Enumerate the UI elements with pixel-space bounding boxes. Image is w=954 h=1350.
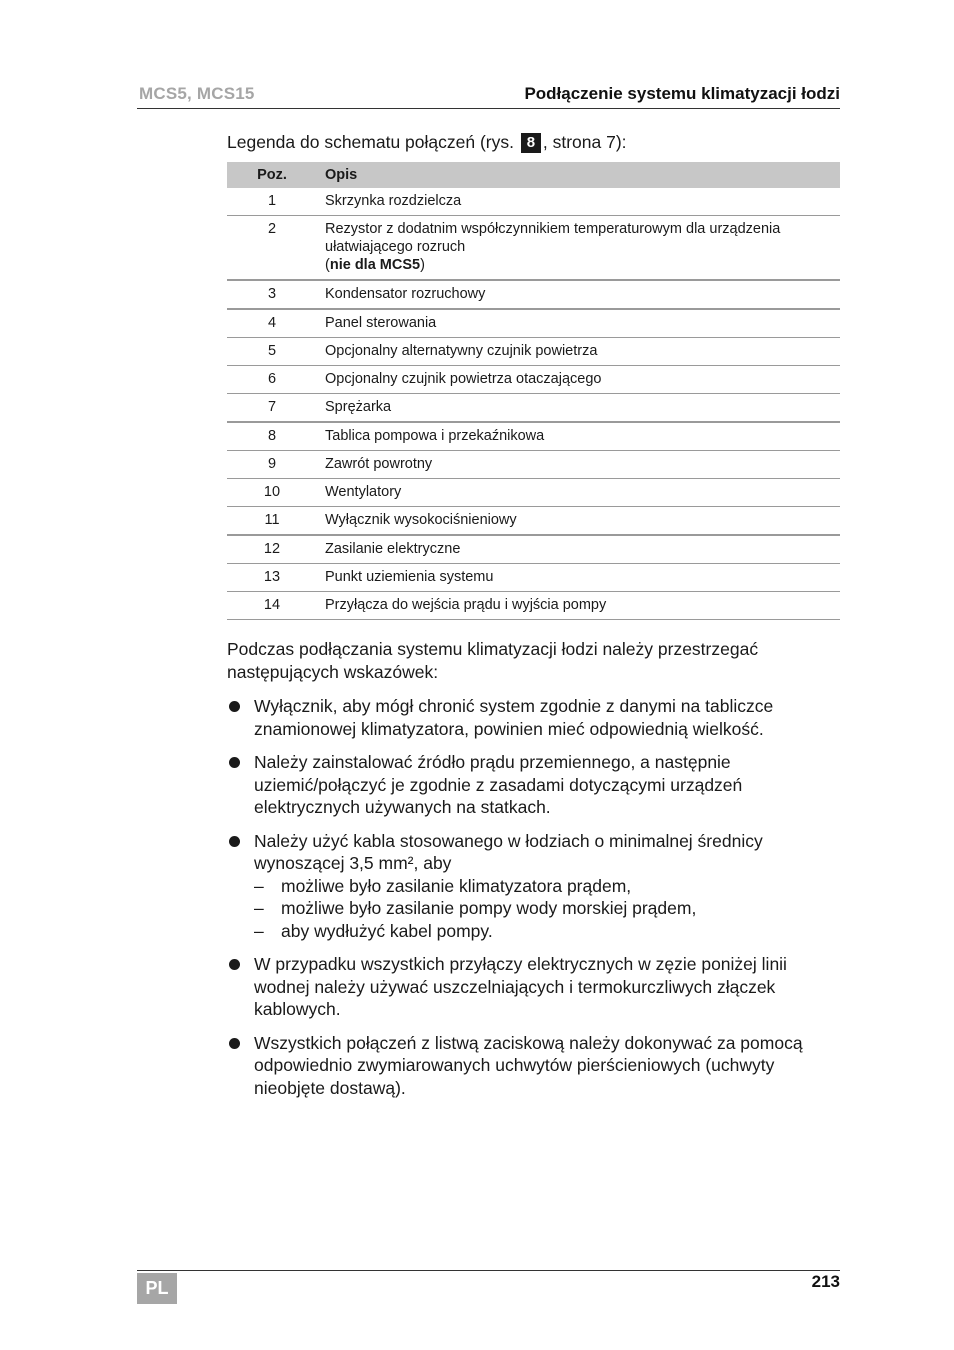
row-description: Kondensator rozruchowy — [320, 280, 840, 309]
row-number: 10 — [227, 479, 320, 507]
list-item — [227, 695, 842, 740]
bullet-text: Należy zainstalować źródło prądu przemiennego, a następnie uziemić/połączyć je zgodnie z zasadami dotyczącymi urządzeń elektrycznych używanych na statkach. — [254, 752, 743, 817]
sub-item-text: możliwe było zasilanie pompy wody morskiej prądem, — [281, 898, 697, 918]
table-row — [227, 535, 840, 564]
row-description: Punkt uziemienia systemu — [320, 564, 840, 592]
row-number: 6 — [227, 366, 320, 394]
bullet-dot-icon — [229, 959, 240, 970]
row-number: 7 — [227, 394, 320, 423]
bullet-text: Wyłącznik, aby mógł chronić system zgodnie z danymi na tabliczce znamionowej klimatyzatora, powinien mieć odpowiednią wielkość. — [254, 696, 774, 739]
bullet-text: Wszystkich połączeń z listwą zaciskową należy dokonywać za pomocą odpowiednio zwymiarowanych uchwytów pierścieniowych (uchwyty nieobjęte dostawą). — [254, 1032, 803, 1098]
row-number: 3 — [227, 280, 320, 309]
list-item — [227, 751, 842, 819]
bullet-dot-icon — [229, 757, 240, 768]
list-item — [227, 830, 842, 943]
row-description: Panel sterowania — [320, 309, 840, 338]
sub-item-text: możliwe było zasilanie klimatyzatora prądem, — [281, 875, 632, 896]
table-header-row — [227, 162, 840, 188]
sub-list-item — [254, 875, 842, 898]
row-description: Wyłącznik wysokociśnieniowy — [320, 507, 840, 536]
table-row — [227, 564, 840, 592]
row-description: Opcjonalny czujnik powietrza otaczającego — [320, 366, 840, 394]
dash-icon: – — [254, 920, 264, 941]
table-row — [227, 366, 840, 394]
table-row — [227, 422, 840, 451]
table-row — [227, 309, 840, 338]
sub-item-text: aby wydłużyć kabel pompy. — [281, 920, 493, 941]
bullet-text: W przypadku wszystkich przyłączy elektrycznych w zęzie poniżej linii wodnej należy używać uszczelniających i termokurczliwych złączek kablowych. — [254, 954, 787, 1019]
sub-list — [254, 875, 842, 943]
row-description-text: Rezystor z dodatnim współczynnikiem temperaturowym dla urządzenia ułatwiającego rozruch — [325, 221, 781, 255]
row-description: Opcjonalny alternatywny czujnik powietrza — [320, 338, 840, 366]
row-number: 13 — [227, 564, 320, 592]
bullet-text: Należy użyć kabla stosowanego w łodziach o minimalnej średnicy wynoszącej 3,5 mm², aby — [254, 830, 763, 873]
caption-text: Legenda do schematu połączeń (rys. — [227, 132, 514, 152]
list-item — [227, 953, 842, 1021]
row-description: Wentylatory — [320, 479, 840, 507]
row-number: 9 — [227, 451, 320, 479]
dash-icon: – — [254, 875, 264, 896]
row-number: 12 — [227, 535, 320, 564]
language-badge: PL — [137, 1273, 177, 1304]
table-row — [227, 394, 840, 423]
note-paren-close: ) — [420, 257, 425, 273]
bullet-dot-icon — [229, 836, 240, 847]
page-footer — [137, 1270, 840, 1298]
row-description: Przyłącza do wejścia prądu i wyjścia pompy — [320, 592, 840, 620]
bullet-dot-icon — [229, 701, 240, 712]
row-description: Skrzynka rozdzielcza — [320, 188, 840, 216]
row-number: 1 — [227, 188, 320, 216]
list-item — [227, 1032, 842, 1100]
legend-table — [227, 162, 840, 620]
figure-number-badge: 8 — [521, 133, 541, 153]
table-row — [227, 592, 840, 620]
row-description — [320, 216, 840, 281]
intro-paragraph: Podczas podłączania systemu klimatyzacji łodzi należy przestrzegać następujących wskazówek: — [227, 639, 759, 682]
column-header-poz: Poz. — [227, 162, 320, 188]
row-number: 11 — [227, 507, 320, 536]
header-section-title: Podłączenie systemu klimatyzacji łodzi — [524, 84, 840, 103]
page-header — [137, 84, 840, 109]
table-row — [227, 507, 840, 536]
row-description: Zawrót powrotny — [320, 451, 840, 479]
column-header-opis: Opis — [320, 162, 840, 188]
row-number: 2 — [227, 216, 320, 281]
table-row — [227, 338, 840, 366]
row-number: 5 — [227, 338, 320, 366]
table-row — [227, 451, 840, 479]
note-paren-open: ( — [325, 257, 330, 273]
sub-list-item — [254, 920, 842, 943]
row-number: 4 — [227, 309, 320, 338]
row-description: Sprężarka — [320, 394, 840, 423]
header-models: MCS5, MCS15 — [139, 84, 255, 103]
row-note-bold: nie dla MCS5 — [329, 257, 421, 273]
dash-icon: – — [254, 898, 264, 918]
instructions-section — [227, 638, 842, 1110]
bullet-dot-icon — [229, 1038, 240, 1049]
row-number: 8 — [227, 422, 320, 451]
sub-list-item — [254, 897, 842, 920]
table-row — [227, 188, 840, 216]
page-number: 213 — [811, 1272, 840, 1291]
table-row — [227, 280, 840, 309]
table-row — [227, 216, 840, 281]
table-row — [227, 479, 840, 507]
row-description: Tablica pompowa i przekaźnikowa — [320, 422, 840, 451]
caption-text-after: , strona 7): — [542, 132, 627, 152]
legend-caption — [227, 132, 627, 153]
row-number: 14 — [227, 592, 320, 620]
bullet-list — [227, 695, 842, 1099]
row-description: Zasilanie elektryczne — [320, 535, 840, 564]
